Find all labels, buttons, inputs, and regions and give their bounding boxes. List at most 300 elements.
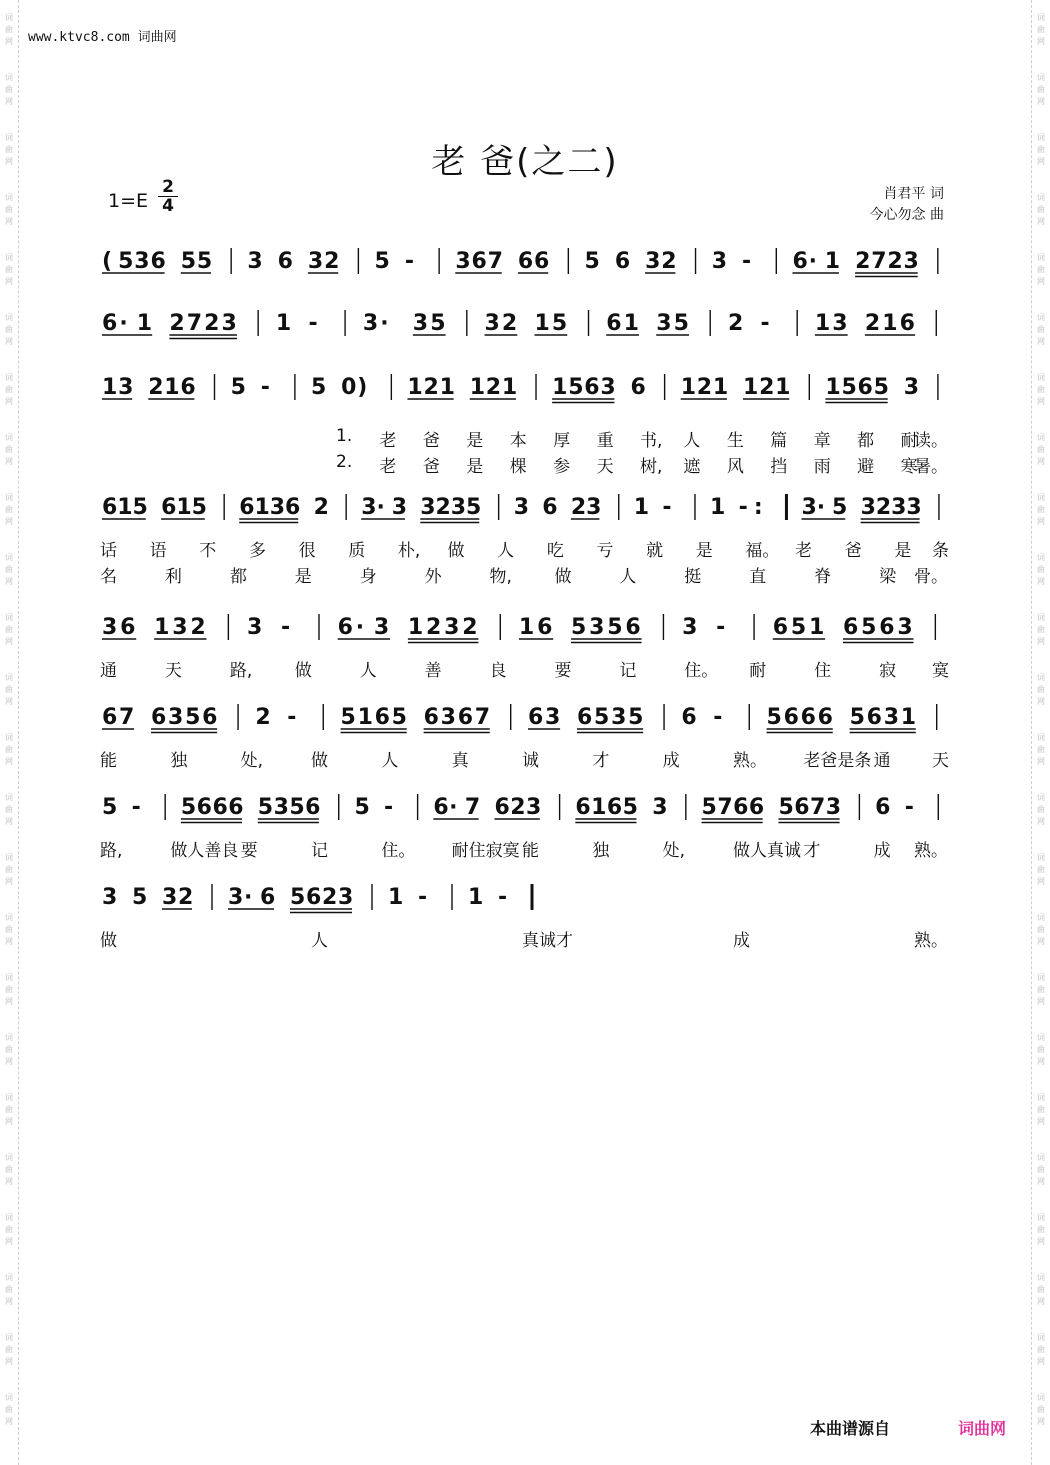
- lyric-syllable: 成: [873, 841, 891, 861]
- lyric-syllable: 人: [381, 751, 399, 771]
- lyric-line: [98, 536, 950, 560]
- lyric-syllable: 老爸是条: [803, 751, 872, 771]
- margin-watermark-mark: [1032, 900, 1050, 960]
- score-note: 3: [825, 795, 842, 820]
- lyric-syllable: 要: [554, 661, 572, 681]
- score-note: 2: [510, 795, 526, 820]
- margin-watermark-char: 曲: [5, 1165, 13, 1174]
- lyric-syllable: 朴,: [397, 541, 421, 561]
- score-note: 1: [591, 795, 607, 820]
- score-note: 3: [600, 375, 616, 400]
- score-note: 6: [866, 705, 882, 730]
- lyric-syllable: 才: [592, 751, 610, 771]
- lyric-syllable: 路,: [229, 661, 253, 681]
- score-note: 3: [652, 795, 668, 820]
- score-note: 5: [790, 615, 807, 640]
- lyric-line: [98, 746, 950, 770]
- margin-watermark-char: 网: [1037, 97, 1045, 106]
- lyric-syllable: 成: [662, 751, 680, 771]
- score-note: 2: [426, 615, 442, 640]
- margin-watermark-char: 网: [5, 637, 13, 646]
- margin-watermark-char: 词: [1037, 493, 1045, 502]
- margin-watermark-char: 词: [1037, 853, 1045, 862]
- margin-watermark-mark: [1032, 1140, 1050, 1200]
- margin-watermark-char: 网: [1037, 1417, 1045, 1426]
- score-note: 5: [180, 795, 197, 820]
- score-note: 2: [322, 885, 338, 910]
- score-note: 3: [228, 885, 244, 910]
- lyric-syllable: 脊: [814, 567, 832, 587]
- margin-watermark-mark: [1032, 0, 1050, 60]
- margin-watermark-char: 词: [1037, 133, 1045, 142]
- score-note: 2: [485, 375, 502, 400]
- lyric-syllable: 诚: [522, 751, 539, 771]
- lyric-syllable: 是: [466, 431, 484, 451]
- score-note: 2: [696, 375, 713, 400]
- lyric-syllable: 骨。: [914, 567, 948, 587]
- margin-watermark-char: 词: [1037, 253, 1045, 262]
- score-note: 6: [337, 615, 353, 640]
- margin-watermark-char: 网: [1037, 1237, 1045, 1246]
- lyric-syllable: 做: [447, 541, 465, 561]
- margin-watermark-char: 词: [1037, 973, 1045, 982]
- margin-watermark-char: 曲: [5, 925, 13, 934]
- margin-watermark-char: 曲: [5, 1405, 13, 1414]
- score-note: 3: [897, 615, 913, 640]
- score-note: 3: [373, 615, 390, 640]
- score-note: 1: [680, 375, 697, 400]
- score-note: 1: [164, 375, 180, 400]
- score-note: 3: [526, 795, 542, 820]
- score-note: 6: [842, 615, 859, 640]
- lyric-syllable: 耐: [749, 661, 767, 681]
- margin-watermark-char: 网: [5, 877, 13, 886]
- score-symbol: ): [357, 375, 368, 400]
- lyric-syllable: 住。: [381, 841, 416, 861]
- score-note: 6: [537, 615, 553, 640]
- margin-watermark-char: 曲: [5, 385, 13, 394]
- right-margin-watermark: [1031, 0, 1050, 1465]
- score-note: 1: [439, 375, 455, 400]
- lyric-syllable: 记: [311, 841, 328, 861]
- lyric-syllable: 天: [596, 457, 614, 477]
- site-header: www.ktvc8.com 词曲网: [28, 30, 177, 45]
- score-note: 1: [117, 495, 133, 520]
- margin-watermark-char: 词: [1037, 673, 1045, 682]
- score-note: 6: [150, 249, 166, 274]
- margin-watermark-char: 曲: [1037, 1345, 1045, 1354]
- score-note: 2: [887, 249, 903, 274]
- margin-watermark-mark: [1032, 1380, 1050, 1440]
- lyric-syllable: 挡: [770, 457, 788, 477]
- score-symbol: -: [760, 311, 770, 336]
- margin-watermark-mark: [1032, 960, 1050, 1020]
- margin-watermark-char: 网: [5, 1117, 13, 1126]
- lyric-syllable: 很: [298, 541, 316, 561]
- margin-watermark-char: 曲: [5, 445, 13, 454]
- score-note: 2: [570, 495, 587, 520]
- score-note: 3: [162, 885, 178, 910]
- score-note: 3: [269, 495, 286, 520]
- score-note: 6: [102, 311, 118, 336]
- score-note: 5: [374, 249, 390, 274]
- score-symbol: ·: [380, 311, 389, 336]
- key-signature: 1=E: [108, 190, 149, 212]
- lyric-syllable: 树,: [640, 457, 663, 477]
- margin-watermark-char: 词: [5, 373, 13, 382]
- score-note: 1: [154, 615, 170, 640]
- lyric-line: [98, 562, 950, 586]
- margin-watermark-char: 词: [1037, 1153, 1045, 1162]
- score-note: 3: [362, 311, 379, 336]
- lyric-syllable: 雨: [813, 457, 831, 477]
- score-symbol: -: [713, 705, 723, 730]
- margin-watermark-mark: [0, 960, 18, 1020]
- score-note: 6: [542, 495, 558, 520]
- margin-watermark-mark: [0, 1260, 18, 1320]
- score-note: 5: [841, 375, 857, 400]
- score-note: 5: [132, 495, 148, 520]
- margin-watermark-char: 曲: [5, 1105, 13, 1114]
- score-system: [98, 610, 950, 644]
- score-note: 5: [230, 375, 246, 400]
- song-title: 老 爸(之二): [431, 142, 619, 182]
- margin-watermark-char: 曲: [5, 625, 13, 634]
- score-note: 5: [289, 795, 305, 820]
- score-note: 6: [800, 705, 816, 730]
- lyric-syllable: 章: [813, 431, 831, 451]
- margin-watermark-char: 网: [1037, 37, 1045, 46]
- margin-watermark-mark: [0, 480, 18, 540]
- score-note: 5: [290, 885, 306, 910]
- score-system: [98, 880, 950, 914]
- margin-watermark-char: 曲: [1037, 1105, 1045, 1114]
- score-symbol: ·: [816, 495, 826, 520]
- margin-watermark-char: 曲: [5, 325, 13, 334]
- lyric-syllable: 是: [695, 541, 713, 561]
- margin-watermark-char: 曲: [1037, 85, 1045, 94]
- lyric-syllable: 做人善良: [170, 841, 239, 861]
- score-note: 2: [169, 311, 185, 336]
- margin-watermark-char: 网: [1037, 1297, 1045, 1306]
- margin-watermark-char: 网: [1037, 157, 1045, 166]
- score-note: 1: [808, 615, 825, 640]
- lyric-syllable: 通: [873, 751, 891, 771]
- lyric-line: [98, 836, 950, 860]
- lyric-syllable: 棵: [509, 457, 527, 477]
- score-note: 1: [254, 495, 270, 520]
- score-note: 5: [568, 375, 584, 400]
- lyric-syllable: 外: [424, 567, 442, 587]
- score-note: 6: [102, 495, 118, 520]
- margin-watermark-mark: [0, 180, 18, 240]
- score-system: [98, 790, 950, 824]
- lyric-syllable: 住: [814, 661, 832, 681]
- score-note: 7: [464, 795, 481, 820]
- margin-watermark-char: 网: [1037, 277, 1045, 286]
- score-note: 2: [324, 249, 340, 274]
- score-note: 2: [501, 311, 518, 336]
- score-note: 6: [260, 885, 276, 910]
- margin-watermark-mark: [1032, 720, 1050, 780]
- margin-watermark-char: 词: [5, 1153, 13, 1162]
- score-note: 1: [501, 375, 518, 400]
- margin-watermark-char: 曲: [1037, 1225, 1045, 1234]
- lyric-syllable: 本: [509, 431, 527, 451]
- margin-watermark-char: 词: [5, 493, 13, 502]
- score-note: 3: [102, 885, 118, 910]
- score-note: 6: [899, 311, 915, 336]
- margin-watermark-char: 词: [1037, 373, 1045, 382]
- score-note: 6: [120, 615, 136, 640]
- score-note: 5: [607, 615, 623, 640]
- time-signature-top: 2: [162, 177, 174, 197]
- score-note: 1: [623, 311, 639, 336]
- lyric-syllable: 老: [379, 431, 397, 451]
- score-note: 3: [682, 615, 698, 640]
- score-symbol: -: [131, 795, 141, 820]
- margin-watermark-mark: [0, 720, 18, 780]
- lyric-syllable: 遮: [683, 457, 701, 477]
- margin-watermark-mark: [0, 840, 18, 900]
- score-note: 5: [594, 705, 610, 730]
- score-note: 6: [857, 375, 873, 400]
- score-note: 5: [584, 249, 600, 274]
- score-note: 1: [825, 375, 841, 400]
- lyric-syllable: 语: [149, 541, 167, 561]
- score-note: 5: [257, 795, 274, 820]
- margin-watermark-char: 词: [1037, 313, 1045, 322]
- lyric-syllable: 处,: [662, 841, 686, 861]
- margin-watermark-char: 词: [1037, 13, 1045, 22]
- margin-watermark-mark: [0, 900, 18, 960]
- lyric-syllable: 多: [248, 541, 266, 561]
- score-note: 3: [338, 885, 354, 910]
- score-note: 5: [849, 705, 865, 730]
- margin-watermark-char: 网: [1037, 1177, 1045, 1186]
- lyric-syllable: 要: [240, 841, 258, 861]
- lyric-syllable: 参: [553, 457, 571, 477]
- score-note: 6: [471, 249, 487, 274]
- margin-watermark-char: 词: [1037, 613, 1045, 622]
- margin-watermark-char: 词: [1037, 433, 1045, 442]
- lyric-syllable: 生: [726, 431, 744, 451]
- score-note: 6: [576, 705, 593, 730]
- margin-watermark-mark: [1032, 600, 1050, 660]
- score-note: 7: [871, 249, 887, 274]
- lyric-syllable: 熟。: [914, 841, 948, 861]
- lyric-line: [98, 452, 950, 476]
- lyric-syllable: 真: [451, 751, 469, 771]
- margin-watermark-char: 曲: [1037, 445, 1045, 454]
- margin-watermark-char: 曲: [1037, 205, 1045, 214]
- score-note: 6: [630, 375, 646, 400]
- margin-watermark-char: 网: [5, 937, 13, 946]
- margin-watermark-char: 曲: [1037, 385, 1045, 394]
- score-note: 6: [150, 705, 167, 730]
- score-note: 6: [681, 705, 697, 730]
- margin-watermark-char: 曲: [5, 25, 13, 34]
- score-symbol: ·: [119, 311, 128, 336]
- left-margin-watermark: [0, 0, 19, 1465]
- margin-watermark-char: 曲: [1037, 865, 1045, 874]
- score-note: 3: [513, 495, 530, 520]
- margin-watermark-char: 词: [5, 313, 13, 322]
- margin-watermark-char: 曲: [5, 1285, 13, 1294]
- lyric-syllable: 老: [795, 541, 813, 561]
- score-note: 6: [748, 795, 765, 820]
- score-note: 5: [778, 795, 794, 820]
- score-note: 1: [552, 375, 568, 400]
- lyric-syllable: 人: [311, 931, 328, 951]
- score-symbol: ·: [244, 885, 253, 910]
- score-note: 5: [832, 495, 848, 520]
- score-symbol: -: [384, 795, 394, 820]
- score-symbol: ·: [355, 615, 365, 640]
- margin-watermark-mark: [1032, 300, 1050, 360]
- lyric-syllable: 做: [294, 661, 312, 681]
- score-note: 2: [462, 615, 478, 640]
- score-system: [98, 244, 950, 278]
- lyric-syllable: 物,: [489, 567, 512, 587]
- lyric-syllable: 就: [646, 541, 664, 561]
- margin-watermark-char: 网: [5, 1297, 13, 1306]
- score-note: 5: [701, 795, 717, 820]
- score-note: 5: [466, 495, 482, 520]
- margin-watermark-char: 网: [1037, 517, 1045, 526]
- lyric-syllable: 住。: [684, 661, 719, 681]
- margin-watermark-char: 词: [1037, 553, 1045, 562]
- lyric-syllable: 做人真诚: [733, 841, 801, 861]
- score-note: 3: [589, 615, 605, 640]
- lyric-syllable: 梁: [879, 567, 897, 587]
- margin-watermark-mark: [0, 1380, 18, 1440]
- lyric-syllable: 暑。: [914, 457, 948, 477]
- margin-watermark-char: 词: [5, 1393, 13, 1402]
- score-note: 6: [433, 795, 449, 820]
- score-note: 6: [817, 705, 833, 730]
- score-note: 1: [882, 311, 898, 336]
- score-note: 1: [357, 705, 373, 730]
- score-note: 1: [633, 495, 650, 520]
- margin-watermark-char: 词: [5, 913, 13, 922]
- lyric-syllable: 做: [311, 751, 328, 771]
- lyric-syllable: 爸: [844, 541, 862, 561]
- score-note: 3: [247, 249, 263, 274]
- score-note: 1: [710, 495, 726, 520]
- lyric-syllable: 篇: [770, 431, 788, 451]
- lyric-syllable: 名: [100, 567, 117, 587]
- margin-watermark-char: 词: [5, 433, 13, 442]
- margin-watermark-mark: [1032, 60, 1050, 120]
- score-note: 2: [759, 375, 775, 400]
- lyric-line: [98, 926, 950, 950]
- score-note: 6: [212, 795, 228, 820]
- score-note: 2: [875, 495, 892, 520]
- margin-watermark-char: 曲: [5, 985, 13, 994]
- lyric-syllable: 耐: [900, 431, 918, 451]
- score-note: 3: [891, 495, 907, 520]
- score-note: 2: [435, 495, 451, 520]
- score-note: 1: [469, 375, 486, 400]
- lyric-syllable: 是: [894, 541, 912, 561]
- margin-watermark-mark: [0, 1140, 18, 1200]
- score-note: 0: [341, 375, 357, 400]
- score-note: 1: [743, 375, 759, 400]
- margin-watermark-char: 曲: [5, 565, 13, 574]
- margin-watermark-char: 网: [5, 697, 13, 706]
- score-note: 6: [794, 795, 810, 820]
- score-note: 3: [455, 249, 471, 274]
- margin-watermark-char: 曲: [1037, 325, 1045, 334]
- lyric-syllable: 路,: [100, 841, 123, 861]
- score-note: 7: [810, 795, 826, 820]
- margin-watermark-char: 词: [5, 73, 13, 82]
- margin-watermark-mark: [1032, 180, 1050, 240]
- margin-watermark-char: 网: [1037, 637, 1045, 646]
- score-note: 1: [407, 375, 423, 400]
- score-note: 6: [614, 249, 631, 274]
- margin-watermark-char: 曲: [5, 685, 13, 694]
- margin-watermark-char: 词: [5, 553, 13, 562]
- score-note: 2: [423, 375, 439, 400]
- margin-watermark-char: 词: [5, 133, 13, 142]
- score-note: 3: [860, 495, 876, 520]
- score-note: 6: [534, 249, 550, 274]
- score-note: 1: [468, 885, 484, 910]
- score-note: 1: [388, 885, 404, 910]
- margin-watermark-char: 词: [5, 973, 13, 982]
- margin-watermark-char: 词: [1037, 793, 1045, 802]
- margin-watermark-mark: [0, 360, 18, 420]
- score-note: 5: [551, 311, 568, 336]
- score-note: 2: [855, 249, 871, 274]
- lyric-syllable: 条: [932, 541, 949, 561]
- score-note: 3: [711, 249, 728, 274]
- margin-watermark-char: 网: [5, 997, 13, 1006]
- margin-watermark-char: 词: [5, 853, 13, 862]
- margin-watermark-char: 词: [1037, 913, 1045, 922]
- lyric-syllable: 质: [348, 541, 366, 561]
- score-note: 5: [622, 795, 638, 820]
- score-note: 1: [176, 495, 192, 520]
- score-note: 5: [132, 885, 148, 910]
- lyric-syllable: 老: [379, 457, 397, 477]
- lyric-syllable: 避: [857, 457, 875, 477]
- margin-watermark-char: 网: [5, 757, 13, 766]
- margin-watermark-char: 词: [1037, 1093, 1045, 1102]
- margin-watermark-char: 词: [1037, 733, 1045, 742]
- score-note: 5: [673, 311, 689, 336]
- score-note: 6: [494, 795, 510, 820]
- margin-watermark-char: 曲: [1037, 1405, 1045, 1414]
- score-note: 6: [374, 705, 390, 730]
- score-symbol: ·: [808, 249, 817, 274]
- margin-watermark-mark: [1032, 660, 1050, 720]
- score-note: 5: [185, 705, 201, 730]
- margin-watermark-char: 网: [1037, 757, 1045, 766]
- margin-watermark-char: 曲: [5, 805, 13, 814]
- lyric-syllable: 人: [359, 661, 377, 681]
- score-symbol: ·: [376, 495, 385, 520]
- score-note: 3: [221, 311, 237, 336]
- lyric-syllable: 身: [359, 567, 377, 587]
- lyric-syllable: 耐住寂寞: [451, 841, 520, 861]
- margin-watermark-char: 网: [5, 277, 13, 286]
- score-note: 3: [450, 495, 467, 520]
- margin-watermark-mark: [0, 1200, 18, 1260]
- lyric-syllable: 善: [424, 661, 442, 681]
